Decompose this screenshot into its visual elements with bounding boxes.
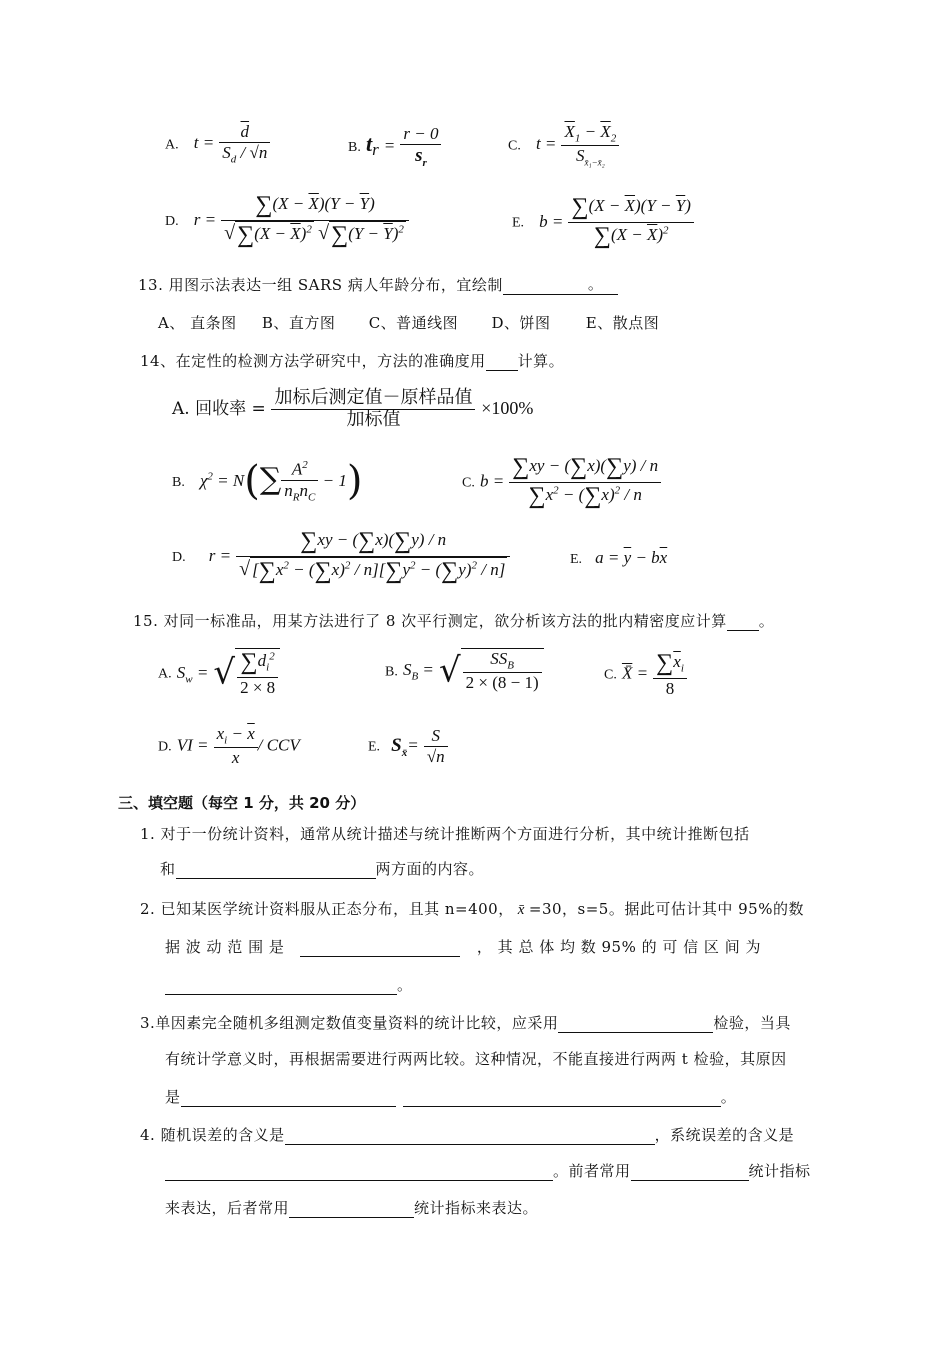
fill-q3-line3: 是 。 — [165, 1088, 737, 1106]
q14-option-e: E. $a = \overline{y} - b\overline{x}$ — [570, 548, 668, 567]
q12-option-b: B. $t_r$ = $\frac{r - 0}{s_r}$ — [348, 124, 441, 169]
q12-option-d: D. r = $\frac{\sum(X - \overline{X})(Y - \overline{Y})}{√\sum(X - \overline{X})^2 √\sum(Y - \overline{Y})^2}$ — [165, 192, 409, 249]
q15-answer-blank[interactable] — [727, 630, 759, 631]
section-title: 三、填空题（每空 1 分，共 20 分） — [118, 794, 366, 812]
q15-stem: 15. 对同一标准品，用某方法进行了 8 次平行测定，欲分析该方法的批内精密度应计算 。 — [133, 612, 775, 630]
q14-option-d: D. r = $\frac{\sum xy - (\sum x)(\sum y) / n}{√ [\sum x^2 - (\sum x)^2 / n][\sum y^2 - (\sum y)^2 / n]}$ — [172, 528, 510, 585]
fill-q3-line2: 有统计学意义时，再根据需要进行两两比较。这种情况，不能直接进行两两 t 检验，其原因 — [165, 1050, 787, 1068]
fill-q4-line1: 4. 随机误差的含义是 ，系统误差的含义是 — [140, 1126, 795, 1144]
fill-q3-blank-test[interactable] — [558, 1032, 713, 1033]
q13-answer-blank[interactable] — [503, 294, 588, 295]
q14-option-b: B. $\chi^2 = N(\sum$ $\frac{A^2}{n_Rn_C}$ − 1) — [172, 458, 363, 504]
q14-stem: 14、在定性的检测方法学研究中，方法的准确度用 计算。 — [140, 352, 565, 370]
q15-option-c: C. X̄ = $\frac{\sum\overline{x}_i}{8}$ — [604, 650, 687, 698]
q13-option-c: C、普通线图 — [368, 314, 459, 332]
q12-option-c: C. t = $\frac{\overline{X}_1 - \overline{X}_2}{S_{x̄_1-x̄_2}}$ — [508, 122, 619, 168]
fill-q1-line1: 1. 对于一份统计资料，通常从统计描述与统计推断两个方面进行分析，其中统计推断包括 — [140, 825, 750, 843]
fill-q3-line1: 3.单因素完全随机多组测定数值变量资料的统计比较，应采用 检验，当具 — [140, 1014, 791, 1032]
fill-q4-line2: 。前者常用 统计指标 — [165, 1160, 811, 1181]
fill-q2-line1: 2. 已知某医学统计资料服从正态分布，且其 n=400， x̄ =30，s=5。据此可估计其中 95%的数 — [140, 900, 804, 918]
q13-option-d: D、饼图 — [491, 314, 551, 332]
fill-q2-blank-range[interactable] — [300, 956, 460, 957]
fill-q1-line2: 和 两方面的内容。 — [160, 860, 485, 878]
fill-q4-blank-systematic[interactable] — [165, 1180, 553, 1181]
q13-option-e: E、散点图 — [585, 314, 660, 332]
q13-options — [158, 312, 659, 333]
q15-option-a: A. $S_w$ = √ $\frac{\sum d_i^2}{2 \times 8}$ — [158, 648, 280, 697]
q15-option-e: E. $S_{x̄}=$ $\frac{S}{√n}$ — [368, 726, 448, 766]
q12-option-a: A. t = $\frac{\overline{d}}{S_d / √n}$ — [165, 122, 270, 166]
q13-stem: 13. 用图示法表达一组 SARS 病人年龄分布，宜绘制 。 — [138, 273, 618, 295]
q13-option-b: B、直方图 — [261, 314, 336, 332]
fill-q4-line3: 来表达，后者常用 统计指标来表达。 — [165, 1199, 539, 1217]
fill-q3-blank-reason-1[interactable] — [181, 1106, 396, 1107]
q14-option-a: A. 回收率 = $\frac{\text{加标后测定值－原样品值}}{\text{加标值}}$ ×100% — [172, 387, 534, 430]
fill-q2-line2: 据 波 动 范 围 是 ， 其 总 体 均 数 95% 的 可 信 区 间 为 — [165, 938, 761, 956]
q15-option-b: B. $S_B$ = √ $\frac{SS_B}{2 \times (8 - 1)}$ — [385, 648, 544, 693]
q13-option-a: A、 直条图 — [158, 314, 237, 332]
q14-answer-blank[interactable] — [486, 370, 518, 371]
fill-q4-blank-index-1[interactable] — [631, 1180, 749, 1181]
fill-q4-blank-index-2[interactable] — [289, 1217, 414, 1218]
q14-option-c: C. b = $\frac{\sum xy - (\sum x)(\sum y) / n}{\sum x^2 - (\sum x)^2 / n}$ — [462, 454, 661, 510]
q15-option-d: D. VI = $\frac{x_i - \overline{x}}{x}$ / CCV — [158, 724, 300, 768]
q12-option-e: E. b = $\frac{\sum(X - \overline{X})(Y - \overline{Y})}{\sum(X - \overline{X})^2}$ — [512, 194, 694, 250]
fill-q4-blank-random[interactable] — [285, 1144, 655, 1145]
fill-q1-blank[interactable] — [176, 878, 376, 879]
fill-q2-line3: 。 — [165, 974, 413, 995]
fill-q3-blank-reason-2[interactable] — [403, 1106, 721, 1107]
fill-q2-blank-ci[interactable] — [165, 994, 397, 995]
